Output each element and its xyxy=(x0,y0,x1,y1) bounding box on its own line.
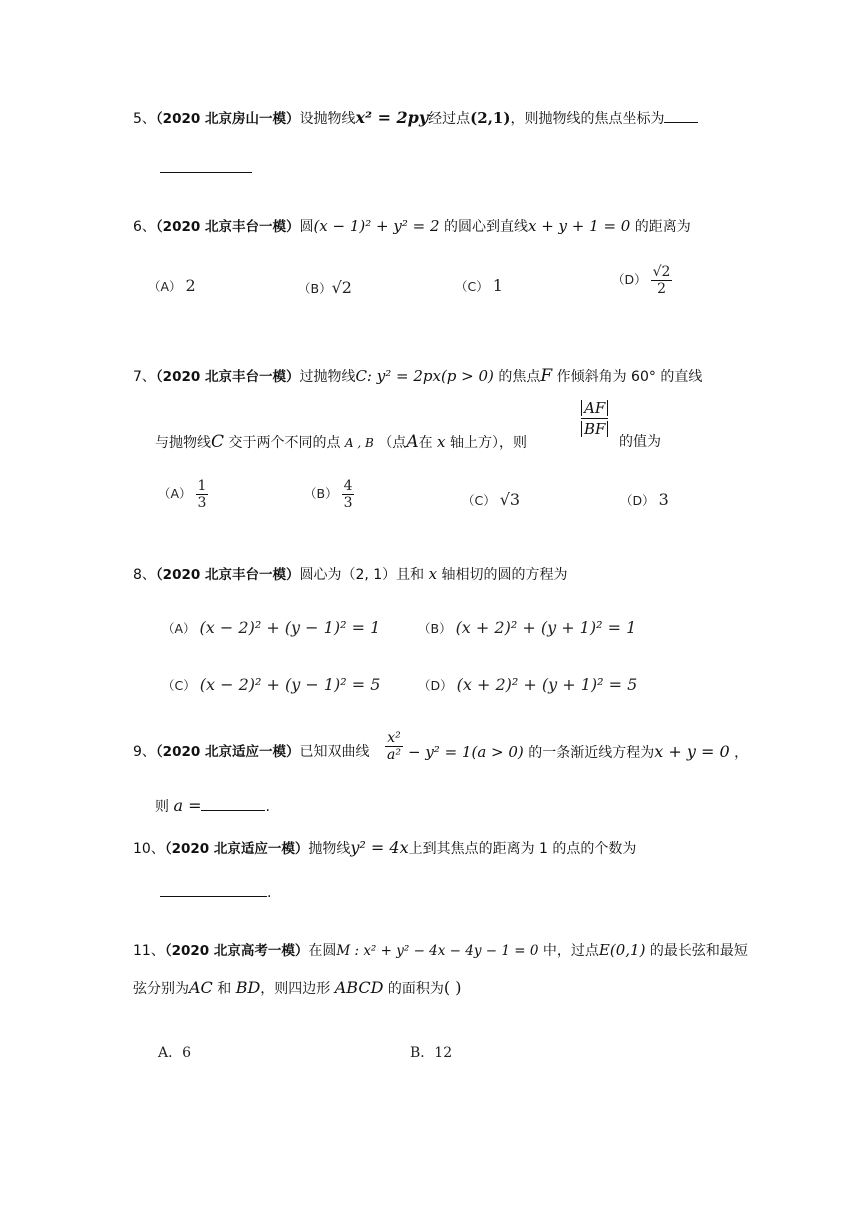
question-7: 7、（2020 北京丰台一模）过抛物线C: y² = 2px(p > 0) 的焦点F 作倾斜角为 60° 的直线 xyxy=(133,366,703,386)
question-number: 5、 xyxy=(133,111,156,127)
option-b[interactable]: （B） $\frac{4}{3}$ xyxy=(304,478,353,511)
option-a[interactable]: （A） (x − 2)² + (y − 1)² = 1 xyxy=(162,618,381,637)
option-d[interactable]: （D） 3 xyxy=(620,490,669,509)
option-c[interactable]: （C） √3 xyxy=(462,490,521,509)
equation: C: y² = 2px(p > 0) xyxy=(355,367,494,385)
question-9-line-2: 则 a = . xyxy=(155,796,270,815)
answer-blank[interactable] xyxy=(664,108,698,123)
question-5: 5、（2020 北京房山一模）设抛物线x² = 2py经过点(2,1)，则抛物线的焦点坐标为 xyxy=(133,108,698,129)
equation: y² = 4x xyxy=(350,838,409,857)
question-6: 6、（2020 北京丰台一模）圆(x − 1)² + y² = 2 的圆心到直线x + y + 1 = 0 的距离为 xyxy=(133,217,691,235)
question-number: 7、 xyxy=(133,369,156,385)
option-d[interactable]: （D） (x + 2)² + (y + 1)² = 5 xyxy=(418,675,638,694)
question-11: 11、（2020 北京高考一模）在圆M : x² + y² − 4x − 4y − 1 = 0 中，过点E(0,1) 的最长弦和最短 xyxy=(133,941,748,959)
answer-blank[interactable] xyxy=(160,172,252,173)
option-b[interactable]: （B） (x + 2)² + (y + 1)² = 1 xyxy=(418,618,637,637)
answer-blank[interactable] xyxy=(201,796,265,811)
equation: − y² = 1(a > 0) xyxy=(408,743,524,761)
answer-parentheses[interactable]: ( ) xyxy=(443,978,462,997)
equation: x² = 2py xyxy=(355,108,429,127)
question-10-line-2: . xyxy=(160,882,271,903)
question-source: （2020 北京丰台一模） xyxy=(155,219,300,235)
question-8: 8、（2020 北京丰台一模）圆心为（2, 1）且和 x 轴相切的圆的方程为 xyxy=(133,565,568,583)
question-number: 9、 xyxy=(133,744,156,760)
question-source: （2020 北京适应一模） xyxy=(155,744,300,760)
equation: x + y + 1 = 0 xyxy=(527,217,631,235)
question-source: （2020 北京房山一模） xyxy=(155,111,300,127)
fraction: $\frac{√2}{2}$ xyxy=(652,264,671,297)
fraction-x2-a2: $\frac{\text{x²}}{\text{a²}}$ xyxy=(387,730,401,763)
question-source: （2020 北京适应一模） xyxy=(164,841,309,857)
fraction-af-bf: $\frac{AF}{BF}$ xyxy=(581,398,608,439)
answer-blank[interactable] xyxy=(160,882,267,897)
question-number: 8、 xyxy=(133,567,156,583)
equation: M : x² + y² − 4x − 4y − 1 = 0 xyxy=(336,943,539,959)
option-c[interactable]: （C） (x − 2)² + (y − 1)² = 5 xyxy=(162,675,381,694)
question-source: （2020 北京高考一模） xyxy=(164,943,309,959)
option-d[interactable]: （D） $\frac{√2}{2}$ xyxy=(612,264,671,297)
option-a[interactable]: （A） $\frac{1}{3}$ xyxy=(158,478,207,511)
question-10: 10、（2020 北京适应一模）抛物线y² = 4x上到其焦点的距离为 1 的点的个数为 xyxy=(133,838,637,857)
question-11-line-2: 弦分别为AC 和 BD，则四边形 ABCD 的面积为( ) xyxy=(133,978,462,997)
question-source: （2020 北京丰台一模） xyxy=(155,369,300,385)
option-c[interactable]: （C） 1 xyxy=(455,276,503,295)
question-7-line-2: 与抛物线C 交于两个不同的点 A , B （点A在 x 轴上方），则 xyxy=(155,432,527,452)
option-b[interactable]: B．12 xyxy=(410,1045,453,1061)
question-9: 9、（2020 北京适应一模）已知双曲线 xyxy=(133,744,370,760)
option-b[interactable]: （B）√2 xyxy=(298,278,352,297)
point: (2,1) xyxy=(470,109,511,127)
question-number: 10、 xyxy=(133,841,165,857)
equation: x + y = 0 xyxy=(654,742,730,761)
question-number: 6、 xyxy=(133,219,156,235)
equation: (x − 1)² + y² = 2 xyxy=(313,217,440,235)
question-source: （2020 北京丰台一模） xyxy=(155,567,300,583)
option-a[interactable]: （A） 2 xyxy=(148,276,196,295)
option-a[interactable]: A．6 xyxy=(158,1045,192,1061)
question-number: 11、 xyxy=(133,943,165,959)
equation: E(0,1) xyxy=(598,941,646,959)
